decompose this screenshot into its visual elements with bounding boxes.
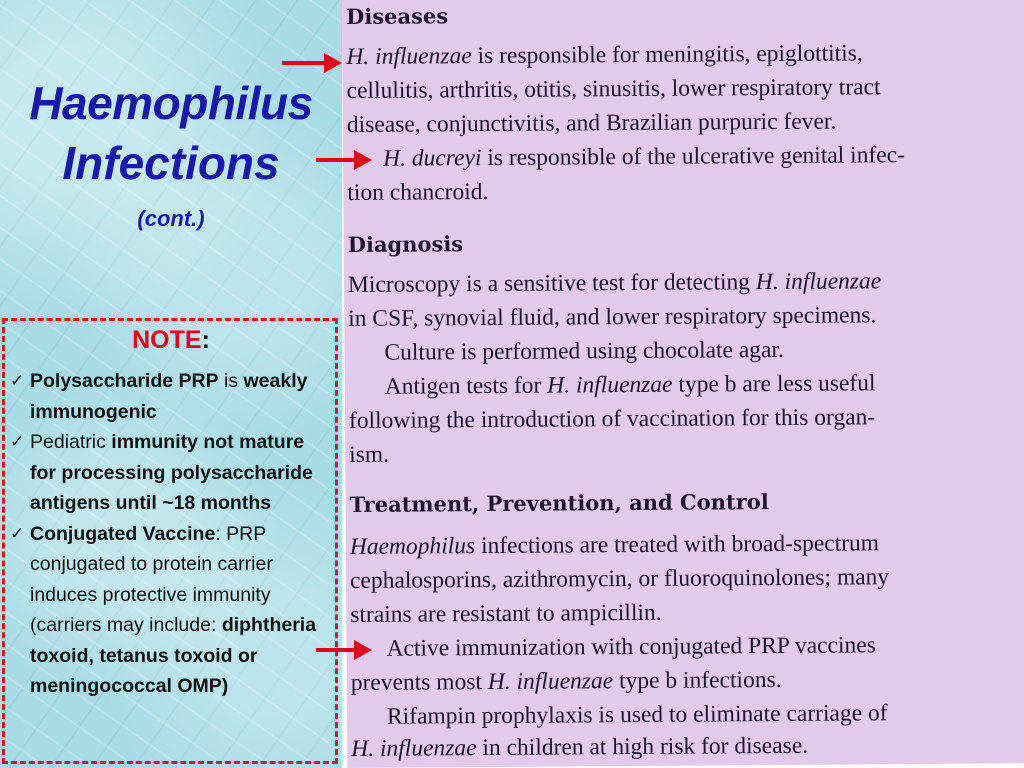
note-bullet: ✓ Conjugated Vaccine: PRP conjugated to protein carrier induces protective immunity (carriers may include: diphtheria toxoid, tetanus toxoid or meningococcal OMP) xyxy=(10,519,335,702)
red-arrow-icon xyxy=(316,150,372,170)
text-line: disease, conjunctivitis, and Brazilian purpuric fever. xyxy=(346,108,837,138)
textbook-page xyxy=(342,0,1024,768)
diagnosis-heading: Diagnosis xyxy=(347,231,464,257)
text-line: Microscopy is a sensitive test for detecting H. influenzae xyxy=(347,268,882,298)
slide-title-line1: Haemophilus xyxy=(29,77,313,129)
text-line: Antigen tests for H. influenzae type b are less useful xyxy=(384,370,876,400)
red-arrow-icon xyxy=(282,53,342,73)
text-line: H. influenzae in children at high risk for disease. xyxy=(351,732,809,762)
text-line: following the introduction of vaccination for this organ- xyxy=(348,404,876,434)
text-line: Culture is performed using chocolate agar. xyxy=(384,336,784,366)
note-bullet-list xyxy=(10,366,335,702)
text-line: Haemophilus infections are treated with broad-spectrum xyxy=(349,530,880,560)
slide-title-line2: Infections xyxy=(62,137,280,189)
text-line: Rifampin prophylaxis is used to eliminate carriage of xyxy=(386,700,888,730)
text-line: cephalosporins, azithromycin, or fluoroquinolones; many xyxy=(349,564,890,594)
text-line: Active immunization with conjugated PRP vaccines xyxy=(386,632,876,662)
note-bullet: ✓ Polysaccharide PRP is weakly immunogenic xyxy=(10,366,335,427)
text-line: H. ducreyi is responsible of the ulcerative genital infec- xyxy=(383,142,906,172)
checkmark-icon: ✓ xyxy=(10,432,25,451)
text-line: strains are resistant to ampicillin. xyxy=(350,599,662,628)
treatment-heading: Treatment, Prevention, and Control xyxy=(349,489,769,517)
red-arrow-icon xyxy=(316,640,372,660)
note-bullet: ✓ Pediatric immunity not mature for processing polysaccharide antigens until ~18 months xyxy=(10,427,335,519)
slide-subtitle: (cont.) xyxy=(137,206,205,231)
text-line: cellulitis, arthritis, otitis, sinusitis, lower respiratory tract xyxy=(346,74,881,104)
checkmark-icon: ✓ xyxy=(10,371,25,390)
text-line: ism. xyxy=(349,441,390,468)
checkmark-icon: ✓ xyxy=(10,523,25,543)
diseases-heading: Diseases xyxy=(346,3,449,29)
text-line: prevents most H. influenzae type b infections. xyxy=(350,666,782,696)
text-line: in CSF, synovial fluid, and lower respiratory specimens. xyxy=(348,302,877,332)
text-line: tion chancroid. xyxy=(347,178,489,206)
text-line: H. influenzae is responsible for meningitis, epiglottitis, xyxy=(346,40,863,70)
note-heading: NOTE: xyxy=(132,326,210,354)
